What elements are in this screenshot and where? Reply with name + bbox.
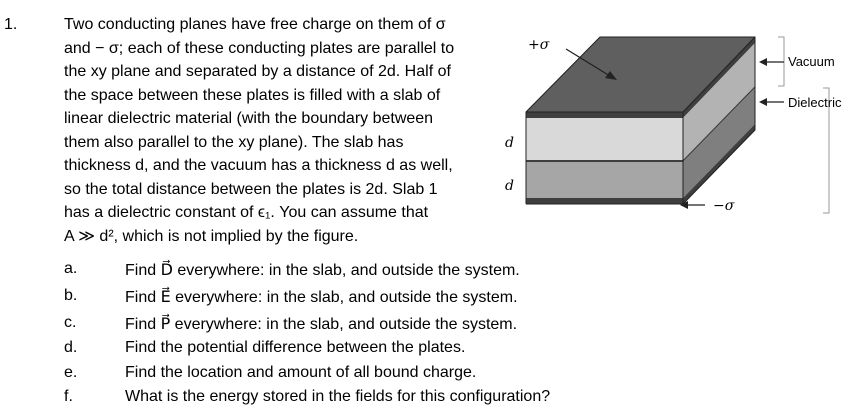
dielectric-thickness-label: d [505,178,514,194]
question-number: 1. [4,16,18,33]
divider-front-face [526,160,683,162]
bottom-plate-charge-label: −σ [713,198,735,214]
question-line: so the total distance between the plates is 2d. Slab 1 [64,180,438,198]
sub-question-text: Find D⃗ everywhere: in the slab, and outside the system. [125,262,520,279]
sub-question-text: What is the energy stored in the fields for this configuration? [125,388,551,405]
sub-question-letter: a. [64,260,78,277]
question-line: and − σ; each of these conducting plates are parallel to [64,39,455,57]
question-line: the space between these plates is filled with a slab of [64,86,441,104]
vacuum-front-face [526,118,683,160]
bottom-plate-front-face [526,198,683,204]
top-plate-front-face [526,112,683,118]
sub-question-text: Find the potential difference between the plates. [125,339,466,356]
sub-question-letter: d. [64,339,78,356]
question-line: Two conducting planes have free charge on them of σ [64,16,446,33]
question-line: has a dielectric constant of ϵ₁. You can assume that [64,204,429,221]
vacuum-thickness-label: d [505,135,514,151]
question-line: thickness d, and the vacuum has a thickness d as well, [64,157,453,174]
vacuum-label: Vacuum [788,54,835,69]
sub-question-text: Find the location and amount of all bound charge. [125,364,477,381]
dielectric-label: Dielectric [788,95,842,110]
question-line: A ≫ d², which is not implied by the figure. [64,227,359,245]
question-line: linear dielectric material (with the boundary between [64,110,434,127]
dielectric-front-face [526,162,683,198]
question-line: the xy plane and separated by a distance of 2d. Half of [64,63,451,80]
question-line: them also parallel to the xy plane). The slab has [64,133,404,151]
sub-question-text: Find E⃗ everywhere: in the slab, and outside the system. [125,289,518,306]
top-plate-charge-label: +σ [528,37,550,53]
dielectric-label-arrowhead [759,98,767,106]
sub-question-letter: e. [64,364,78,381]
sub-question-letter: c. [64,314,77,331]
vacuum-label-arrowhead [759,58,767,66]
sub-question-text: Find P⃗ everywhere: in the slab, and outside the system. [125,316,518,333]
sub-question-letter: b. [64,287,78,304]
sub-question-letter: f. [64,388,73,405]
